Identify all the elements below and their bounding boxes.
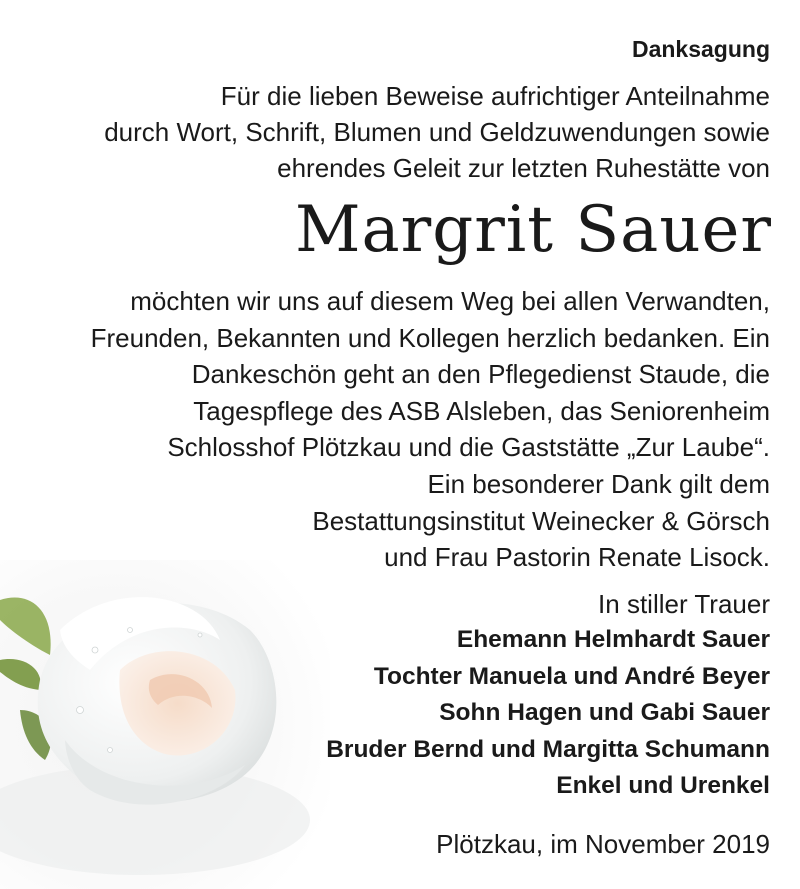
body-line: Ein besonderer Dank gilt dem <box>427 468 770 499</box>
body-line: Schlosshof Plötzkau und die Gaststätte „Zur Laube“. <box>167 432 770 463</box>
mourner-line: Sohn Hagen und Gabi Sauer <box>439 699 770 727</box>
mourner-line: Enkel und Urenkel <box>556 772 770 800</box>
intro-line: ehrendes Geleit zur letzten Ruhestätte von <box>277 153 770 183</box>
body-line: möchten wir uns auf diesem Weg bei allen Verwandten, <box>130 286 770 316</box>
place-date: Plötzkau, im November 2019 <box>436 829 770 859</box>
notice-title: Danksagung <box>631 36 770 62</box>
mourners-list <box>326 622 770 805</box>
intro-text <box>104 78 770 186</box>
deceased-name: Margrit Sauer <box>294 193 772 267</box>
body-text <box>91 283 770 576</box>
white-rose-icon <box>0 560 330 889</box>
mourner-line: Bruder Bernd und Margitta Schumann <box>326 735 770 763</box>
intro-line: Für die lieben Beweise aufrichtiger Anteilnahme <box>220 81 770 111</box>
intro-line: durch Wort, Schrift, Blumen und Geldzuwendungen sowie <box>104 117 770 147</box>
body-line: und Frau Pastorin Renate Lisock. <box>384 542 770 573</box>
body-line: Tagespflege des ASB Alsleben, das Seniorenheim <box>193 395 770 426</box>
mourning-intro: In stiller Trauer <box>598 589 770 619</box>
body-line: Dankeschön geht an den Pflegedienst Staude, die <box>191 359 770 390</box>
mourner-line: Ehemann Helmhardt Sauer <box>456 626 770 653</box>
body-line: Bestattungsinstitut Weinecker & Görsch <box>312 505 770 536</box>
mourner-line: Tochter Manuela und André Beyer <box>373 662 770 690</box>
body-line: Freunden, Bekannten und Kollegen herzlich bedanken. Ein <box>90 322 770 353</box>
